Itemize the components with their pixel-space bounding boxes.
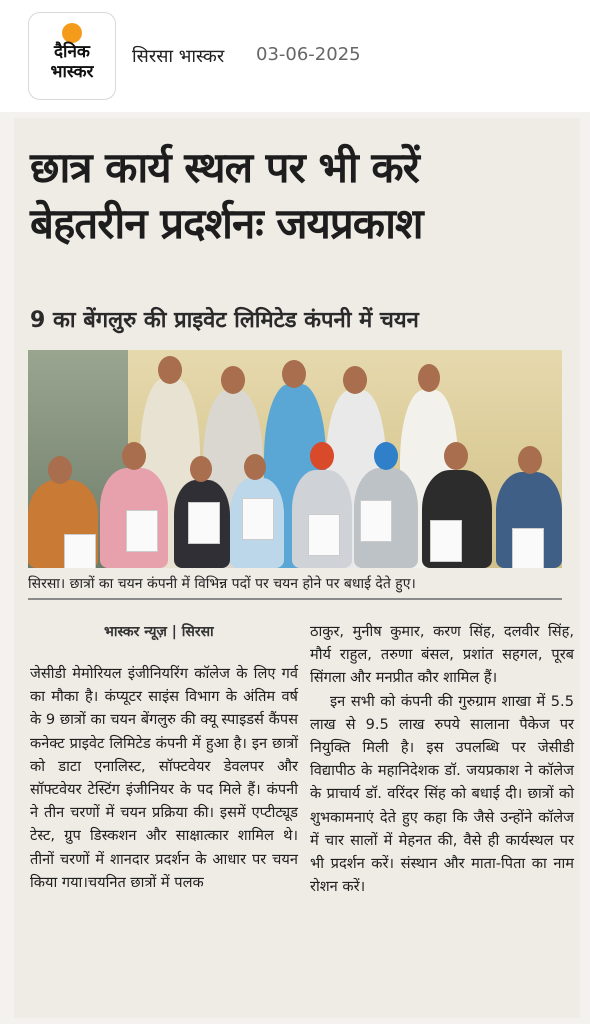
- photo-head: [221, 366, 245, 394]
- article-column-1: [30, 662, 298, 894]
- group-photo: [28, 350, 562, 568]
- certificate: [430, 520, 462, 562]
- paragraph: जेसीडी मेमोरियल इंजीनियरिंग कॉलेज के लिए गर्व का मौका है। कंप्यूटर साइंस विभाग के अंतिम वर्ष के 9 छात्रों का चयन बेंगलुरु की क्यू स्पाइडर्स कैंपस कनेक्ट प्राइवेट लिमिटेड कंपनी में हुआ है। इन छात्रों को डाटा एनालिस्ट, सॉफ्टवेयर डेवलपर और सॉफ्टवेयर टेस्टिंग इंजीनियर के पद मिले हैं। कंपनी ने तीन चरणों में चयन प्रक्रिया की। इसमें एप्टीट्यूड टेस्ट, ग्रुप डिस्कशन और साक्षात्कार शामिल थे। तीनों चरणों में शानदार प्रदर्शन के आधार पर चयन किया गया।चयनित छात्रों में पलक: [30, 665, 298, 891]
- photo-head: [158, 356, 182, 384]
- sun-icon: [62, 23, 82, 43]
- certificate: [512, 528, 544, 568]
- paragraph: ठाकुर, मुनीष कुमार, करण सिंह, दलवीर सिंह, मौर्य राहुल, तरुणा बंसल, प्रशांत सहगल, पूरब सिंगला और मनप्रीत कौर शामिल हैं।: [310, 623, 574, 687]
- headline-line2: बेहतरीन प्रदर्शनः जयप्रकाश: [30, 199, 423, 248]
- photo-head: [282, 360, 306, 388]
- logo-text-line2: भास्कर: [50, 62, 94, 82]
- certificate: [126, 510, 158, 552]
- photo-head: [122, 442, 146, 470]
- paragraph: इन सभी को कंपनी की गुरुग्राम शाखा में 5.5 लाख से 9.5 लाख रुपये सालाना पैकेज पर नियुक्ति मिली है। इस उपलब्धि पर जेसीडी विद्यापीठ के महानिदेशक डॉ. जयप्रकाश ने कॉलेज के प्राचार्य डॉ. वरिंदर सिंह को बधाई दी। छात्रों को शुभकामनाएं देते हुए कहा कि जैसे उन्होंने कॉलेज में चार सालों में मेहनत की, वैसे ही कार्यस्थल पर भी प्रदर्शन करें। संस्थान और माता-पिता का नाम रोशन करें।: [310, 692, 574, 896]
- certificate: [242, 498, 274, 540]
- certificate: [360, 500, 392, 542]
- photo-head: [190, 456, 212, 482]
- edition-title: सिरसा भास्कर: [132, 46, 225, 67]
- photo-head: [518, 446, 542, 474]
- photo-head: [418, 364, 440, 392]
- subheadline: 9 का बेंगलुरु की प्राइवेट लिमिटेड कंपनी में चयन: [30, 308, 419, 333]
- photo-head: [244, 454, 266, 480]
- edition-date: 03-06-2025: [256, 44, 361, 65]
- photo-head: [48, 456, 72, 484]
- dainik-bhaskar-logo[interactable]: [28, 12, 116, 100]
- certificate: [188, 502, 220, 544]
- article-column-2: [310, 620, 574, 898]
- app-header: [0, 0, 590, 112]
- photo-head: [310, 442, 334, 470]
- photo-head: [444, 442, 468, 470]
- divider: [28, 598, 562, 600]
- photo-head: [374, 442, 398, 470]
- certificate: [64, 534, 96, 568]
- byline: भास्कर न्यूज़ | सिरसा: [104, 624, 214, 640]
- logo-text-line1: दैनिक: [54, 42, 90, 62]
- headline-line1: छात्र कार्य स्थल पर भी करें: [30, 143, 419, 192]
- headline: [30, 140, 570, 252]
- photo-head: [343, 366, 367, 394]
- photo-caption: सिरसा। छात्रों का चयन कंपनी में विभिन्न पदों पर चयन होने पर बधाई देते हुए।: [28, 576, 416, 592]
- certificate: [308, 514, 340, 556]
